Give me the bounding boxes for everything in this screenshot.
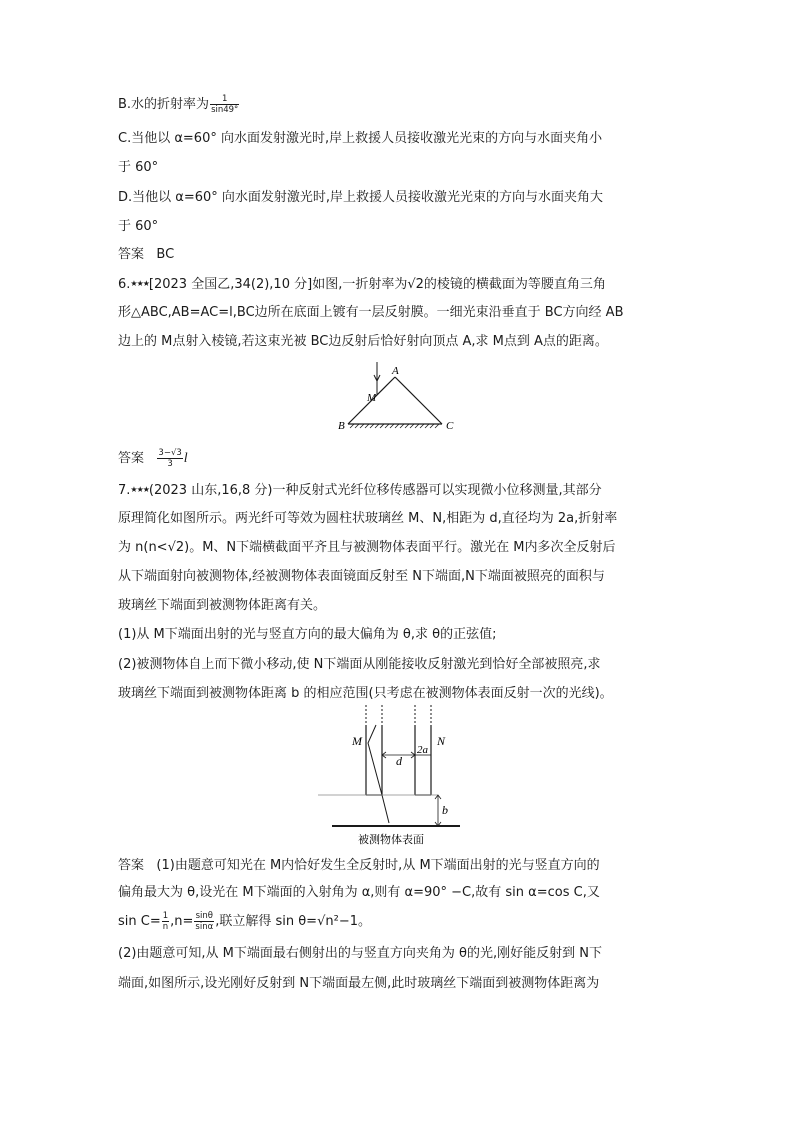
q7-answer2-line2: 端面,如图所示,设光刚好反射到 N下端面最左侧,此时玻璃丝下端面到被测物体距离为	[118, 976, 600, 991]
q7-line5: 玻璃丝下端面到被测物体距离有关。	[118, 598, 327, 613]
option-b: B.水的折射率为 $\frac{1}{\sin 49^\circ}$	[118, 94, 239, 115]
label-surface: 被测物体表面	[358, 833, 424, 846]
fraction: $\frac{\sin\theta}{\sin\alpha}$	[195, 911, 214, 932]
q7-answer2-line1: (2)由题意可知,从 M下端面最右侧射出的与竖直方向夹角为 θ的光,刚好能反射到 N下	[118, 946, 602, 961]
fraction: $\frac{1}{n}$	[162, 911, 169, 932]
label-b: B	[338, 420, 345, 432]
label-d: d	[396, 754, 402, 768]
option-d-line2: 于 60°	[118, 219, 159, 234]
label-2a: 2a	[417, 744, 428, 756]
q6-line3: 边上的 M点射入棱镜,若这束光被 BC边反射后恰好射向顶点 A,求 M点到 A点的距离。	[118, 334, 608, 349]
difficulty-stars-icon: ★★★	[130, 279, 149, 288]
q7-line3: 为 n(n<√2)。M、N下端横截面平齐且与被测物体表面平行。激光在 M内多次全反射后	[118, 540, 616, 555]
q6-line2: 形△ABC,AB=AC=l,BC边所在底面上镀有一层反射膜。一细光束沿垂直于 BC方向经 AB	[118, 305, 624, 320]
q7-answer-line2: 偏角最大为 θ,设光在 M下端面的入射角为 α,则有 α=90° −C,故有 sin α=cos C,又	[118, 885, 600, 900]
option-d-line1: D.当他以 α=60° 向水面发射激光时,岸上救援人员接收激光光束的方向与水面夹角大	[118, 190, 604, 205]
q6-line1: 6.★★★[2023 全国乙,34(2),10 分]如图,一折射率为√2的棱镜的横截面为等腰直角三角	[118, 277, 606, 292]
label-c: C	[446, 420, 454, 432]
label-a: A	[392, 365, 399, 377]
fraction: $\frac{1}{\sin 49^\circ}$	[211, 94, 239, 115]
option-c-line2: 于 60°	[118, 160, 159, 175]
q7-line4: 从下端面射向被测物体,经被测物体表面镜面反射至 N下端面,N下端面被照亮的面积与	[118, 569, 605, 584]
q7-line2: 原理简化如图所示。两光纤可等效为圆柱状玻璃丝 M、N,相距为 d,直径均为 2a,折射率	[118, 511, 618, 526]
q7-answer-line1: 答案 (1)由题意可知光在 M内恰好发生全反射时,从 M下端面出射的光与竖直方向的	[118, 858, 600, 873]
answer-q5: 答案 BC	[118, 247, 175, 262]
fraction: $\frac{3-√3}{3}$	[158, 448, 182, 469]
answer-q6: 答案 $\frac{3-√3}{3}$ l	[118, 448, 188, 469]
q7-sub1: (1)从 M下端面出射的光与竖直方向的最大偏角为 θ,求 θ的正弦值;	[118, 627, 497, 642]
label-m: M	[367, 392, 377, 404]
difficulty-stars-icon: ★★★	[130, 485, 149, 494]
q7-answer-line3: sin C= $\frac{1}{n}$ ,n= $\frac{\sin\theta}{\sin\alpha}$ ,联立解得 sin θ=√n²−1。	[118, 911, 371, 932]
option-c-line1: C.当他以 α=60° 向水面发射激光时,岸上救援人员接收激光光束的方向与水面夹角小	[118, 131, 603, 146]
q7-line1: 7.★★★(2023 山东,16,8 分)一种反射式光纤位移传感器可以实现微小位移测量,其部分	[118, 483, 602, 498]
q7-sub2-line2: 玻璃丝下端面到被测物体距离 b 的相应范围(只考虑在被测物体表面反射一次的光线)。	[118, 686, 613, 701]
prism-figure	[330, 358, 470, 438]
q7-sub2-line1: (2)被测物体自上而下微小移动,使 N下端面从刚能接收反射激光到恰好全部被照亮,求	[118, 657, 601, 672]
label-b: b	[442, 803, 448, 817]
label-m: M	[352, 734, 362, 748]
label-n: N	[437, 734, 446, 748]
fiber-figure	[318, 703, 468, 853]
